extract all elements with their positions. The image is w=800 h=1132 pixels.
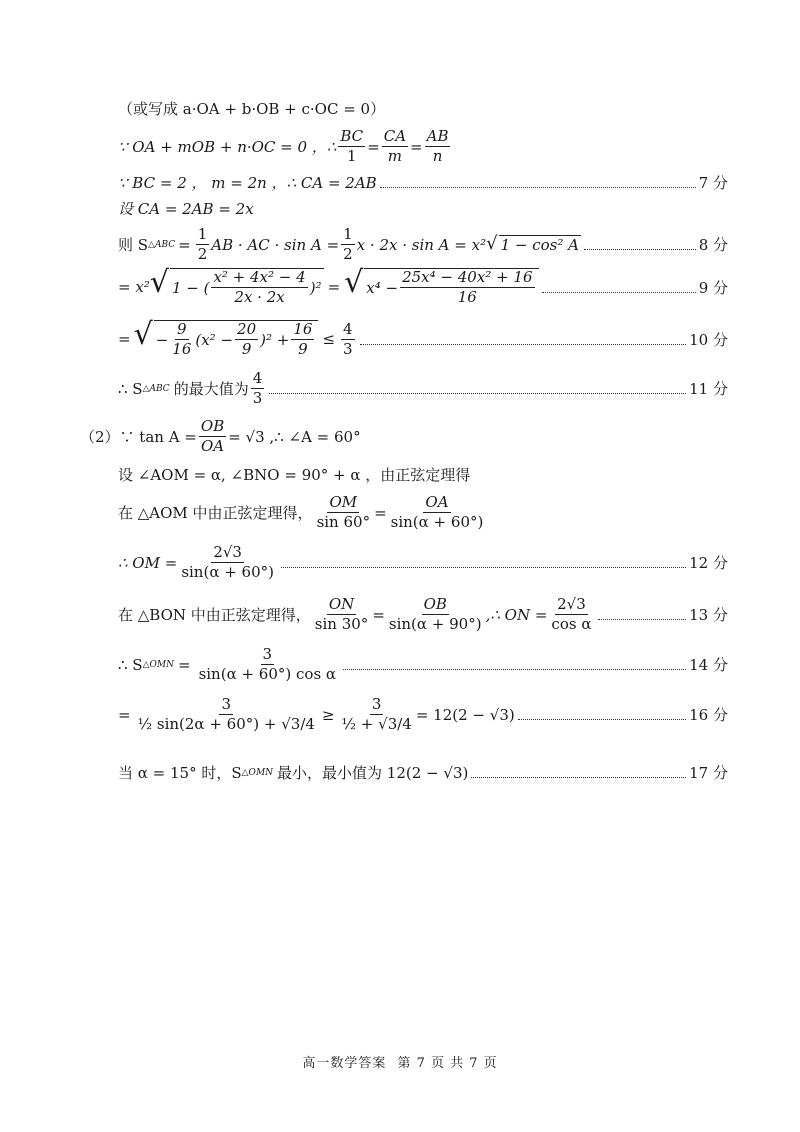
line-text: （或写成 a·OA + b·OB + c·OC = 0）	[118, 100, 386, 118]
score-mark: 11 分	[689, 380, 728, 399]
step-17: 当 α = 15° 时，S △OMN 最小，最小值为 12(2 − √3) 17 分	[118, 764, 728, 782]
step-9: = x² √ 1 − ( $\frac{\text{x² + 4x² − 4}}{2x \cdot 2x}$ )² = √ x⁴ − $\frac{\text{25x⁴ − 40x² + 16}}{16}$ 9 分	[118, 265, 728, 307]
dot-leader	[598, 619, 686, 620]
line-text: ∵ BC = 2 ， m = 2n ，∴ CA = 2AB	[118, 174, 377, 192]
step-10: = √ − $\frac{9}{16}$ (x² − $\frac{20}{9}$ )² + $\frac{16}{9}$ ≤ $\frac{4}{3}$ 10 分	[118, 317, 728, 359]
footer-subject: 高一数学答案	[302, 1056, 387, 1071]
set-angle-line	[118, 464, 728, 485]
step-11: ∴ S △ABC 的最大值为 $\frac{4}{3}$ 11 分	[118, 369, 728, 408]
line-text: 设 CA = 2AB = 2x	[118, 200, 254, 218]
line-text: 设 ∠AOM = α, ∠BNO = 90° + α ，由正弦定理得	[118, 466, 471, 484]
step-7	[118, 172, 728, 193]
score-mark: 10 分	[689, 330, 728, 349]
vector-ratio-line: ∵ OA + mOB + n·OC = 0 ，∴ $\frac{BC}{1}$ = $\frac{CA}{m}$ = $\frac{AB}{n}$	[118, 127, 449, 166]
sine-law-aom: 在 △AOM 中由正弦定理得， $\frac{OM}{\sin 60^\circ}$ = $\frac{OA}{\sin(\alpha + 60^\circ)}$	[118, 493, 484, 532]
score-mark: 8 分	[698, 236, 728, 255]
fraction: $\frac{BC}{1}$	[340, 127, 364, 166]
fraction: $\frac{CA}{m}$	[383, 127, 407, 166]
score-mark: 12 分	[689, 554, 728, 573]
line-text: ∵ OA + mOB + n·OC = 0 ，∴	[118, 138, 337, 157]
note-alt-form	[118, 98, 728, 119]
score-mark: 13 分	[689, 606, 728, 625]
dot-leader	[471, 777, 686, 778]
step-12: ∴ OM = $\frac{2√3}{\sin(\alpha + 60^\circ)}$ 12 分	[118, 543, 728, 582]
dot-leader	[380, 187, 696, 188]
dot-leader	[542, 292, 696, 293]
step-16: = $\frac{3}{\text{½ sin(2α + 60°) + √3/4}}$ ≥ $\frac{3}{\text{½ + √3/4}}$ = 12(2 − √3) 16 分	[118, 695, 728, 734]
fraction: $\frac{AB}{n}$	[426, 127, 449, 166]
step-14: ∴ S △OMN = $\frac{3}{\text{sin(α + 60°) cos α}}$ 14 分	[118, 645, 728, 684]
score-mark: 14 分	[689, 656, 728, 675]
step-13: 在 △BON 中由正弦定理得， $\frac{ON}{\sin 30^\circ}$ = $\frac{OB}{\sin(\alpha + 90^\circ)}$ ,∴ ON = $\frac{2√3}{\text{cos α}}$ 13 分	[118, 595, 728, 634]
dot-leader	[584, 249, 696, 250]
score-mark: 16 分	[689, 706, 728, 725]
footer-page-number: 第 7 页 共 7 页	[397, 1056, 498, 1071]
dot-leader	[281, 567, 686, 568]
dot-leader	[360, 344, 687, 345]
set-variable-line	[118, 198, 728, 219]
page-footer	[0, 1052, 800, 1071]
part-2-header: （2）∵ tan A = $\frac{OB}{OA}$ = √3 ,∴ ∠A = 60°	[80, 417, 361, 456]
score-mark: 17 分	[689, 764, 728, 782]
dot-leader	[518, 719, 686, 720]
dot-leader	[343, 669, 686, 670]
score-mark: 9 分	[698, 278, 728, 297]
dot-leader	[269, 393, 686, 394]
score-mark: 7 分	[698, 174, 728, 192]
step-8: 则 S △ABC = $\frac{1}{2}$ AB · AC · sin A = $\frac{1}{2}$ x · 2x · sin A = x² √ 1 − cos² A 8 分	[118, 225, 728, 264]
